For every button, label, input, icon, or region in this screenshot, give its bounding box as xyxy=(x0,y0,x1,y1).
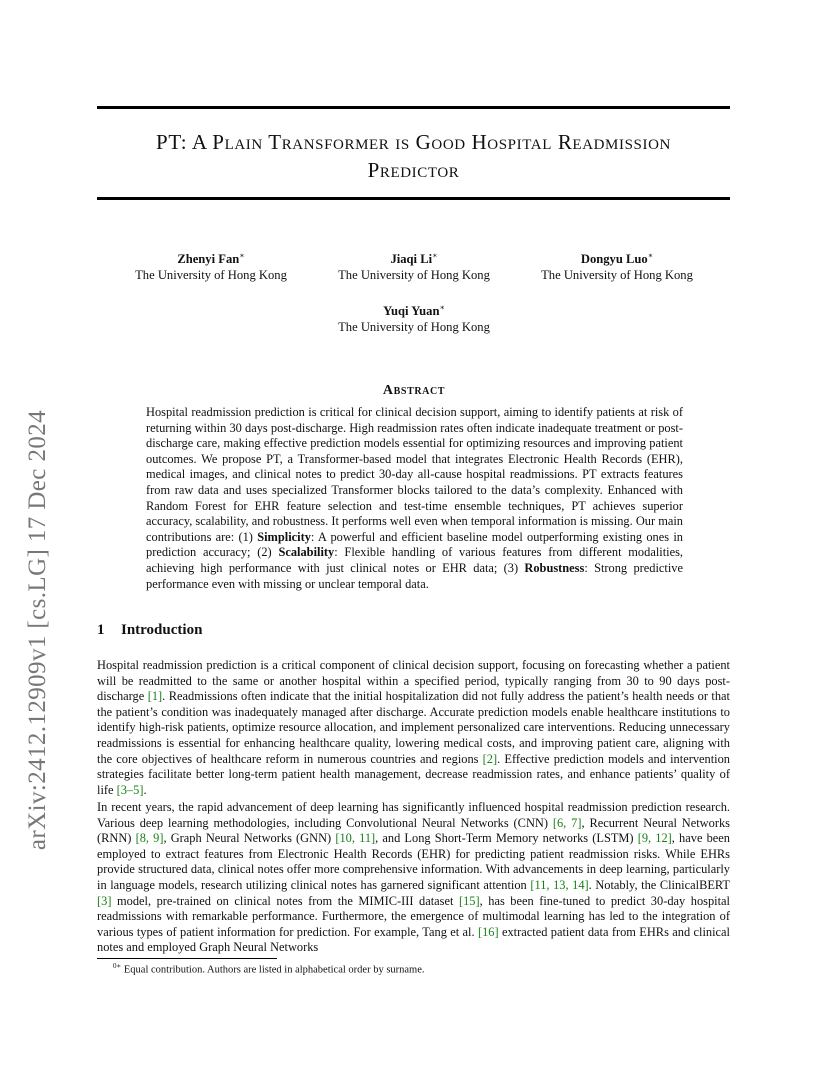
citation-link[interactable]: [9, 12] xyxy=(637,831,672,846)
section-heading-introduction xyxy=(97,622,202,639)
title-line-2: Predictor xyxy=(367,158,460,182)
abstract-heading: Abstract xyxy=(382,383,446,398)
footnote-text: Equal contribution. Authors are listed in alphabetical order by surname. xyxy=(121,964,425,976)
author-block xyxy=(527,248,707,283)
citation-link[interactable]: [15] xyxy=(458,893,480,908)
citation-link[interactable]: [3] xyxy=(97,893,112,908)
author-name: Yuqi Yuan∗ xyxy=(383,303,445,319)
title-top-rule xyxy=(97,106,730,109)
author-block xyxy=(324,248,504,283)
intro-paragraph-1: Hospital readmission prediction is a critical component of clinical decision support, focusing on forecasting whether a patient will be readmitted to the same or another hospital within a specified period, typically ranging from 30 to 90 days post-discharge [1]. Readmissions often indicate that the initial hospitalization did not fully address the patient’s health needs or that the patient’s condition was inadequately managed after discharge. Accurate prediction models enable healthcare institutions to identify high-risk patients, optimize resource allocation, and implement personalized care interventions. Reducing unnecessary readmissions is essential for enhancing healthcare quality, lowering medical costs, and improving patient care, aligning with the core objectives of healthcare reform in numerous countries and regions [2]. Effective prediction models and intervention strategies facilitate better long-term patient health management, decrease readmission rates, and enhance patients’ quality of life [3–5]. xyxy=(97,658,730,797)
author-name: Zhenyi Fan∗ xyxy=(177,251,245,267)
abstract-text: Hospital readmission prediction is critical for clinical decision support, aiming to identify patients at risk of returning within 30 days post-discharge. High readmission rates often indicate inadequate treatment or post-discharge care, making effective prediction models essential for optimizing resources and improving patient outcomes. We propose PT, a Transformer-based model that integrates Electronic Health Records (EHR), medical images, and clinical notes to predict 30-day all-cause hospital readmissions. PT extracts features from raw data and uses specialized Transformer blocks tailored to the data’s complexity. Enhanced with Random Forest for EHR feature selection and test-time ensemble techniques, PT achieves superior accuracy, scalability, and robustness. It performs well even when temporal information is missing. Our main contributions are: (1) Simplicity: A powerful and efficient baseline model outperforming existing ones in prediction accuracy; (2) Scalability: Flexible handling of various features from different modalities, achieving high performance with just clinical notes or EHR data; (3) Robustness: Strong predictive performance even with missing or unclear temporal data. xyxy=(146,405,684,591)
citation-link[interactable]: [11, 13, 14] xyxy=(530,877,589,892)
citation-link[interactable]: [8, 9] xyxy=(135,831,164,846)
author-block xyxy=(324,300,504,335)
footnote xyxy=(113,962,425,976)
section-title: Introduction xyxy=(121,622,203,638)
footnote-mark: 0∗ xyxy=(113,962,122,970)
footnote-rule xyxy=(97,958,277,959)
arxiv-identifier: arXiv:2412.12909v1 [cs.LG] 17 Dec 2024 xyxy=(24,409,51,851)
author-affiliation: The University of Hong Kong xyxy=(135,268,287,283)
citation-link[interactable]: [6, 7] xyxy=(552,815,582,830)
author-block xyxy=(121,248,301,283)
citation-link[interactable]: [2] xyxy=(482,751,498,766)
author-name: Dongyu Luo∗ xyxy=(580,251,654,267)
intro-paragraph-2: In recent years, the rapid advancement of deep learning has significantly influenced hospital readmission prediction research. Various deep learning methodologies, including Convolutional Neural Networks (CNN) [6, 7], Recurrent Neural Networks (RNN) [8, 9], Graph Neural Networks (GNN) [10, 11], and Long Short-Term Memory networks (LSTM) [9, 12], have been employed to extract features from Electronic Health Records (EHR) for predicting patient readmission risks. While EHRs provide structured data, clinical notes offer more comprehensive information. With advancements in deep learning, particularly in language models, research utilizing clinical notes has garnered significant attention [11, 13, 14]. Notably, the ClinicalBERT [3] model, pre-trained on clinical notes from the MIMIC-III dataset [15], has been fine-tuned to predict 30-day hospital readmissions with remarkable performance. Furthermore, the emergence of multimodal learning has led to the integration of various types of patient information for prediction. For example, Tang et al. [16] extracted patient data from EHRs and clinical notes and employed Graph Neural Networks xyxy=(97,800,730,955)
author-name: Jiaqi Li∗ xyxy=(390,251,438,267)
author-affiliation: The University of Hong Kong xyxy=(338,268,490,283)
author-affiliation: The University of Hong Kong xyxy=(541,268,693,283)
title-line-1: PT: A Plain Transformer is Good Hospital Readmission xyxy=(156,130,671,154)
citation-link[interactable]: [1] xyxy=(147,689,163,704)
citation-link[interactable]: [3–5] xyxy=(116,782,144,797)
author-affiliation: The University of Hong Kong xyxy=(338,320,490,335)
citation-link[interactable]: [16] xyxy=(477,924,499,939)
section-number: 1 xyxy=(97,622,105,638)
paper-title xyxy=(97,128,730,184)
title-bottom-rule xyxy=(97,197,730,200)
citation-link[interactable]: [10, 11] xyxy=(335,831,376,846)
